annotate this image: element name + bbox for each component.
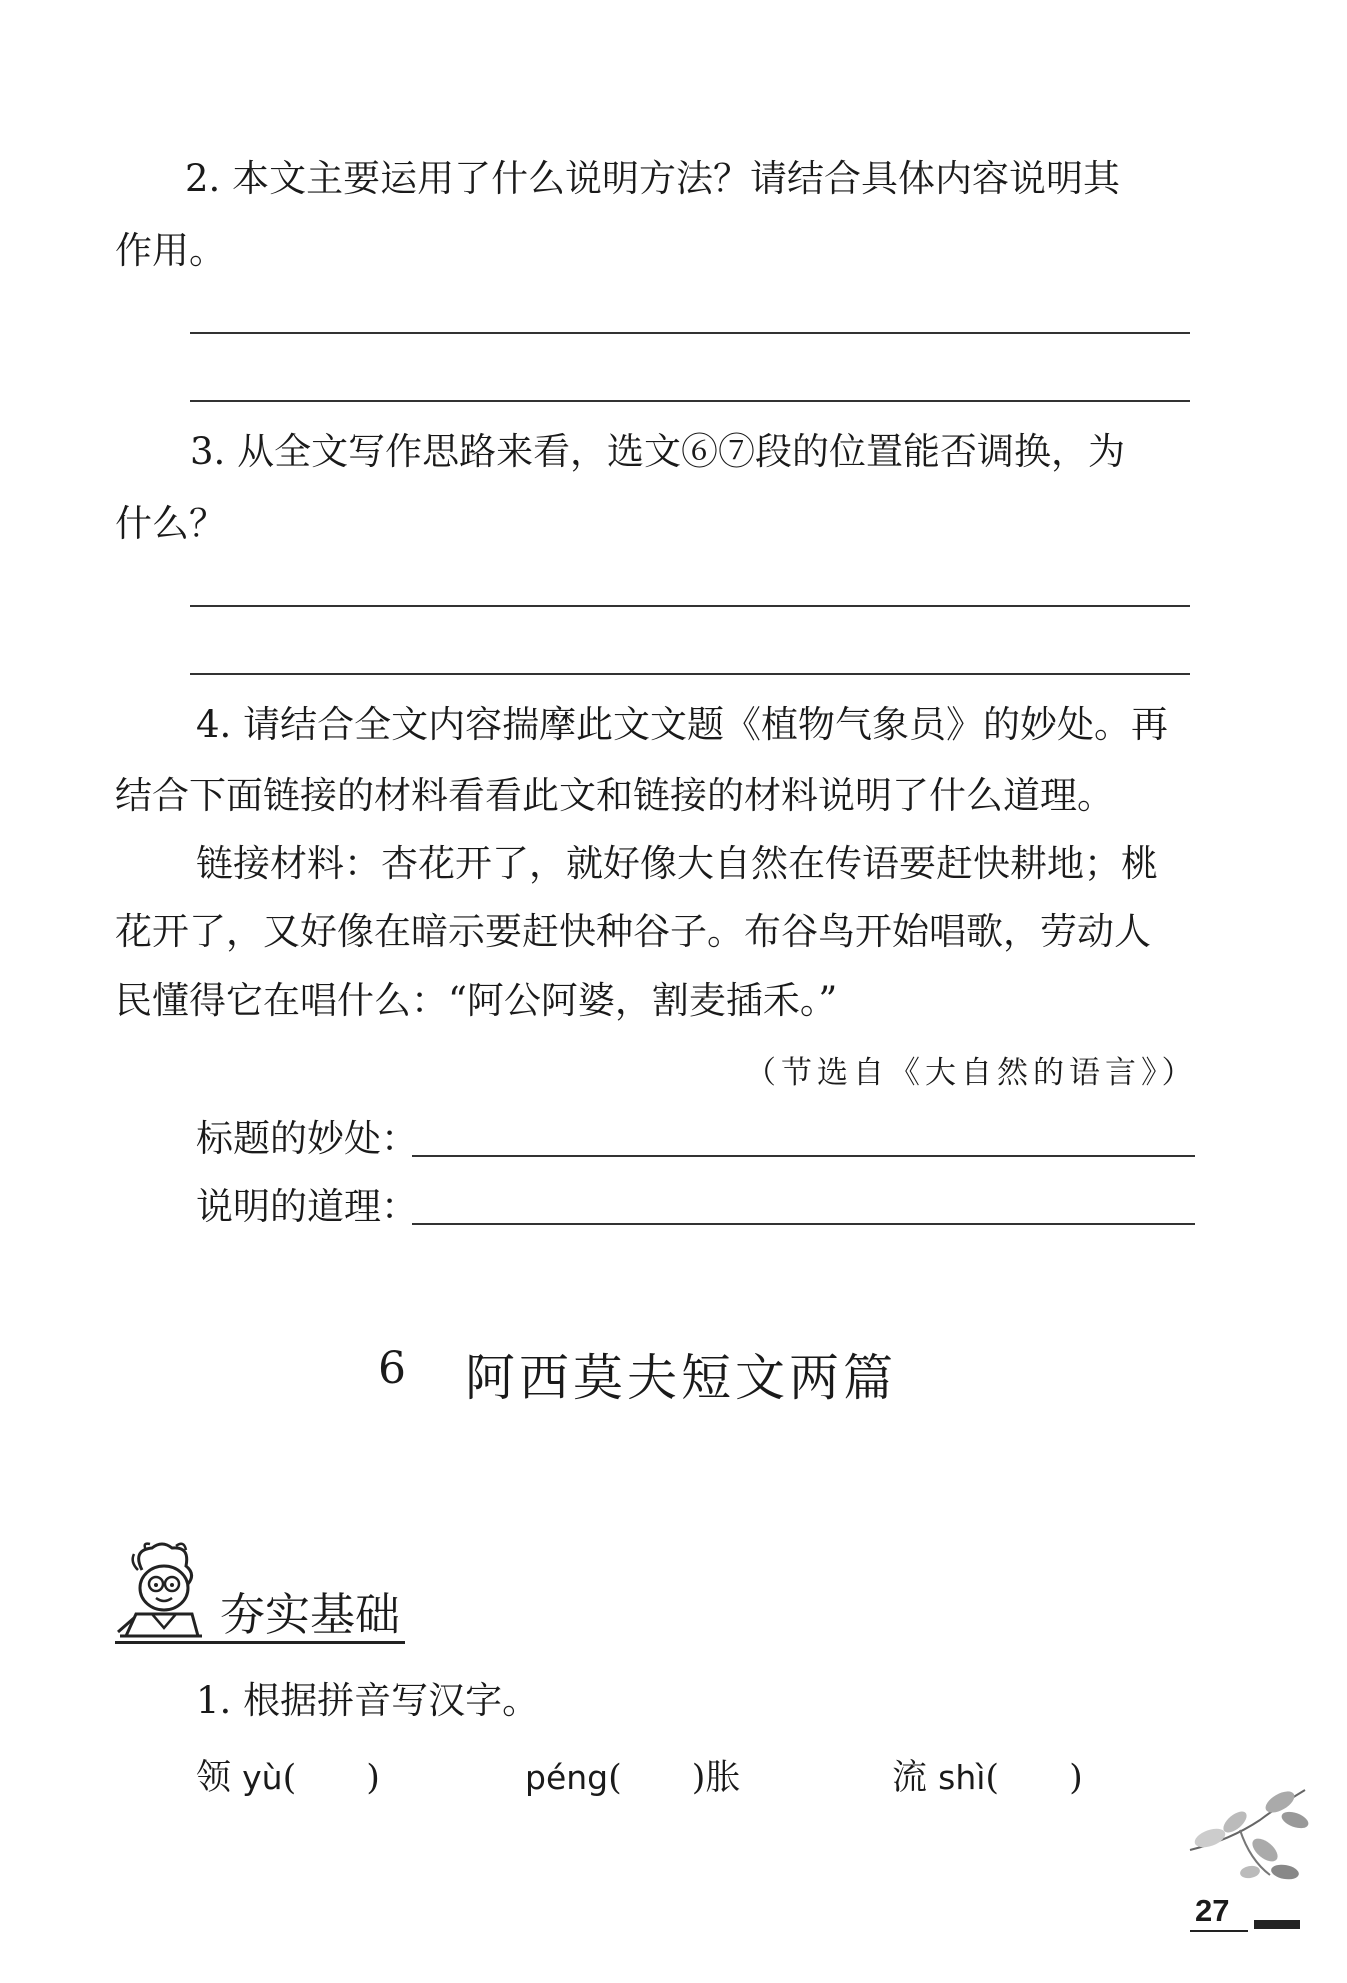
link-material-line3: 民懂得它在唱什么：“阿公阿婆，割麦插禾。” (115, 979, 838, 1022)
item2-pinyin: péng (525, 1758, 609, 1797)
link-material-line2: 花开了，又好像在暗示要赶快种谷子。布谷鸟开始唱歌，劳动人 (115, 910, 1151, 953)
section-underline (115, 1641, 405, 1644)
q4-line2: 结合下面链接的材料看看此文和链接的材料说明了什么道理。 (115, 774, 1114, 817)
item3-prefix: 流 (892, 1758, 939, 1798)
link-material-line1: 链接材料：杏花开了，就好像大自然在传语要赶快耕地；桃 (196, 842, 1158, 885)
leaf-branch-icon (1180, 1780, 1310, 1890)
item2-blank[interactable]: ( ) (608, 1758, 706, 1798)
q2-line2: 作用。 (115, 229, 226, 272)
reason-answer-line[interactable] (412, 1223, 1195, 1225)
item1-pinyin: yù (242, 1758, 283, 1797)
q3-line2: 什么？ (115, 502, 226, 545)
q2-answer-line-2[interactable] (190, 400, 1190, 402)
pinyin-item-1 (196, 1750, 380, 1800)
lesson-number: 6 (378, 1343, 406, 1394)
pinyin-item-2 (525, 1750, 740, 1800)
label-title-merit: 标题的妙处： (196, 1117, 418, 1160)
item1-blank[interactable]: ( ) (282, 1758, 380, 1798)
title-merit-answer-line[interactable] (412, 1155, 1195, 1157)
q3-answer-line-2[interactable] (190, 673, 1190, 675)
page-number: 27 (1195, 1893, 1230, 1928)
page-footer-bar (1254, 1920, 1300, 1929)
lesson-title: 阿西莫夫短文两篇 (465, 1349, 897, 1407)
item1-prefix: 领 (196, 1758, 243, 1798)
q2-line1: 2. 本文主要运用了什么说明方法？请结合具体内容说明其 (185, 157, 1121, 200)
item3-pinyin: shì (938, 1758, 986, 1797)
label-reason: 说明的道理： (196, 1185, 418, 1228)
page-number-underline (1190, 1930, 1248, 1932)
item3-blank[interactable]: ( ) (985, 1758, 1083, 1798)
cartoon-scholar-icon (112, 1540, 207, 1640)
section-title: 夯实基础 (220, 1588, 401, 1641)
q3-line1: 3. 从全文写作思路来看，选文⑥⑦段的位置能否调换，为 (190, 430, 1126, 473)
ex1-prompt: 1. 根据拼音写汉字。 (196, 1679, 540, 1722)
q4-line1: 4. 请结合全文内容揣摩此文文题《植物气象员》的妙处。再 (196, 703, 1169, 746)
item2-suffix: 胀 (705, 1758, 741, 1798)
citation: （节选自《大自然的语言》） (745, 1055, 1198, 1091)
pinyin-item-3 (892, 1750, 1083, 1800)
q2-answer-line-1[interactable] (190, 332, 1190, 334)
q3-answer-line-1[interactable] (190, 605, 1190, 607)
